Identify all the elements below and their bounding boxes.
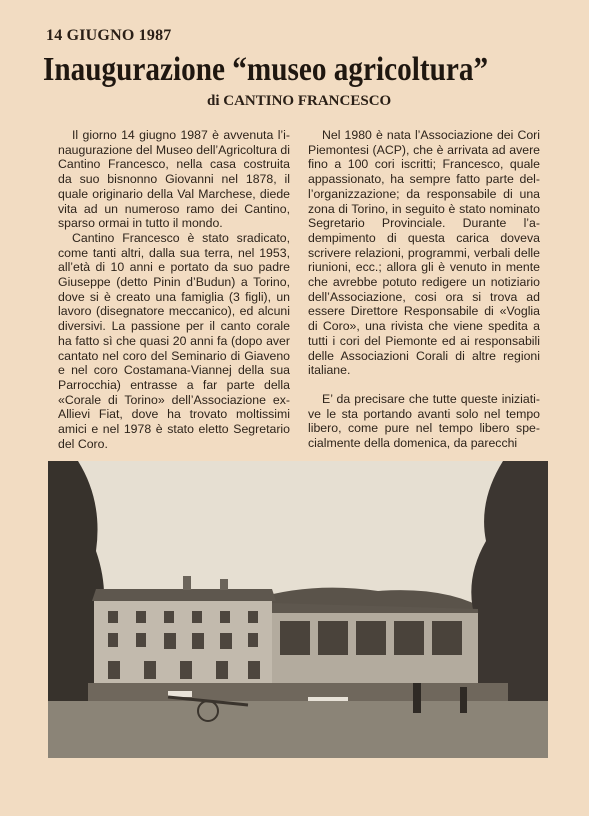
article-photo xyxy=(48,461,548,758)
paragraph: Cantino Francesco è stato sradicato, come tanti altri, dalla sua terra, nel 1953, all’età di 10 anni e portato da suo padre Giuseppe (detto Pinin d’Budun) a Torino, dove si è creato una famiglia (3 figli), un lavoro (disegnatore meccanico), ed alcuni diversivi. La passione per il canto corale ha fatto sì che quasi 20 anni fa (dopo aver cantato nel coro del Seminario di Giaveno e nel coro Costamana-Viannej della sua Parrocchia) entrasse a far parte della «Corale di Torino» dell’Associazione ex-Allievi Fiat, dove ha trovato moltissimi amici e nel 1978 è stato eletto Segretario del Coro. xyxy=(58,230,290,451)
photo-chimney xyxy=(220,579,228,590)
paragraph: Il giorno 14 giugno 1987 è avvenuta l’inaugurazione del Museo dell’Agricoltura di Cantino Francesco, nella casa costruita da suo bisnonno Giovanni nel 1878, il quale originario della Val Marchese, diede vita ad un numeroso ramo dei Cantino, sparso ormai in tutto il mondo. xyxy=(58,128,290,231)
article-title: Inaugurazione “museo agricoltura” xyxy=(43,51,489,88)
article-byline: di CANTINO FRANCESCO xyxy=(207,93,392,109)
photo-house-wall xyxy=(94,601,272,693)
photo-farmhouse-gathering xyxy=(48,461,548,758)
photo-crowd xyxy=(88,683,508,701)
issue-date: 14 GIUGNO 1987 xyxy=(46,27,172,44)
photo-house-roof xyxy=(92,589,276,601)
photo-figure xyxy=(460,687,467,713)
article-column-left xyxy=(58,128,290,451)
photo-figure xyxy=(413,683,421,713)
photo-barn-arches xyxy=(280,621,462,655)
paragraph: E’ da precisare che tutte queste iniziative le sta portando avanti solo nel tempo libero, come pure nel tempo libero specialmente della domenica, da parecchi xyxy=(308,391,540,451)
paragraph: Nel 1980 è nata l’Associazione dei Cori Piemontesi (ACP), che è arrivata ad avere fino a 100 cori iscritti; Francesco, quale appassionato, ha sempre fatto parte dell’organizzazione; da responsabile di una zona di Torino, in seguito è stato nominato Segretario Provinciale. Durante l’adempimento di questa carica doveva scrivere relazioni, programmi, verbali delle riunioni, ecc.; allora gli è venuto in mente che avrebbe potuto redigere un notiziario dell’Associazione, cosi ora si trova ad essere Direttore Responsabile di «Voglia di Coro», una rivista che viene spedita a tutti i cori del Piemonte ed ai responsabili delle Associazioni Corali di altre regioni italiane. xyxy=(308,128,540,378)
photo-lawn xyxy=(48,701,548,758)
article-column-right xyxy=(308,128,540,451)
photo-chimney xyxy=(183,576,191,590)
paragraph-gap xyxy=(308,378,540,392)
